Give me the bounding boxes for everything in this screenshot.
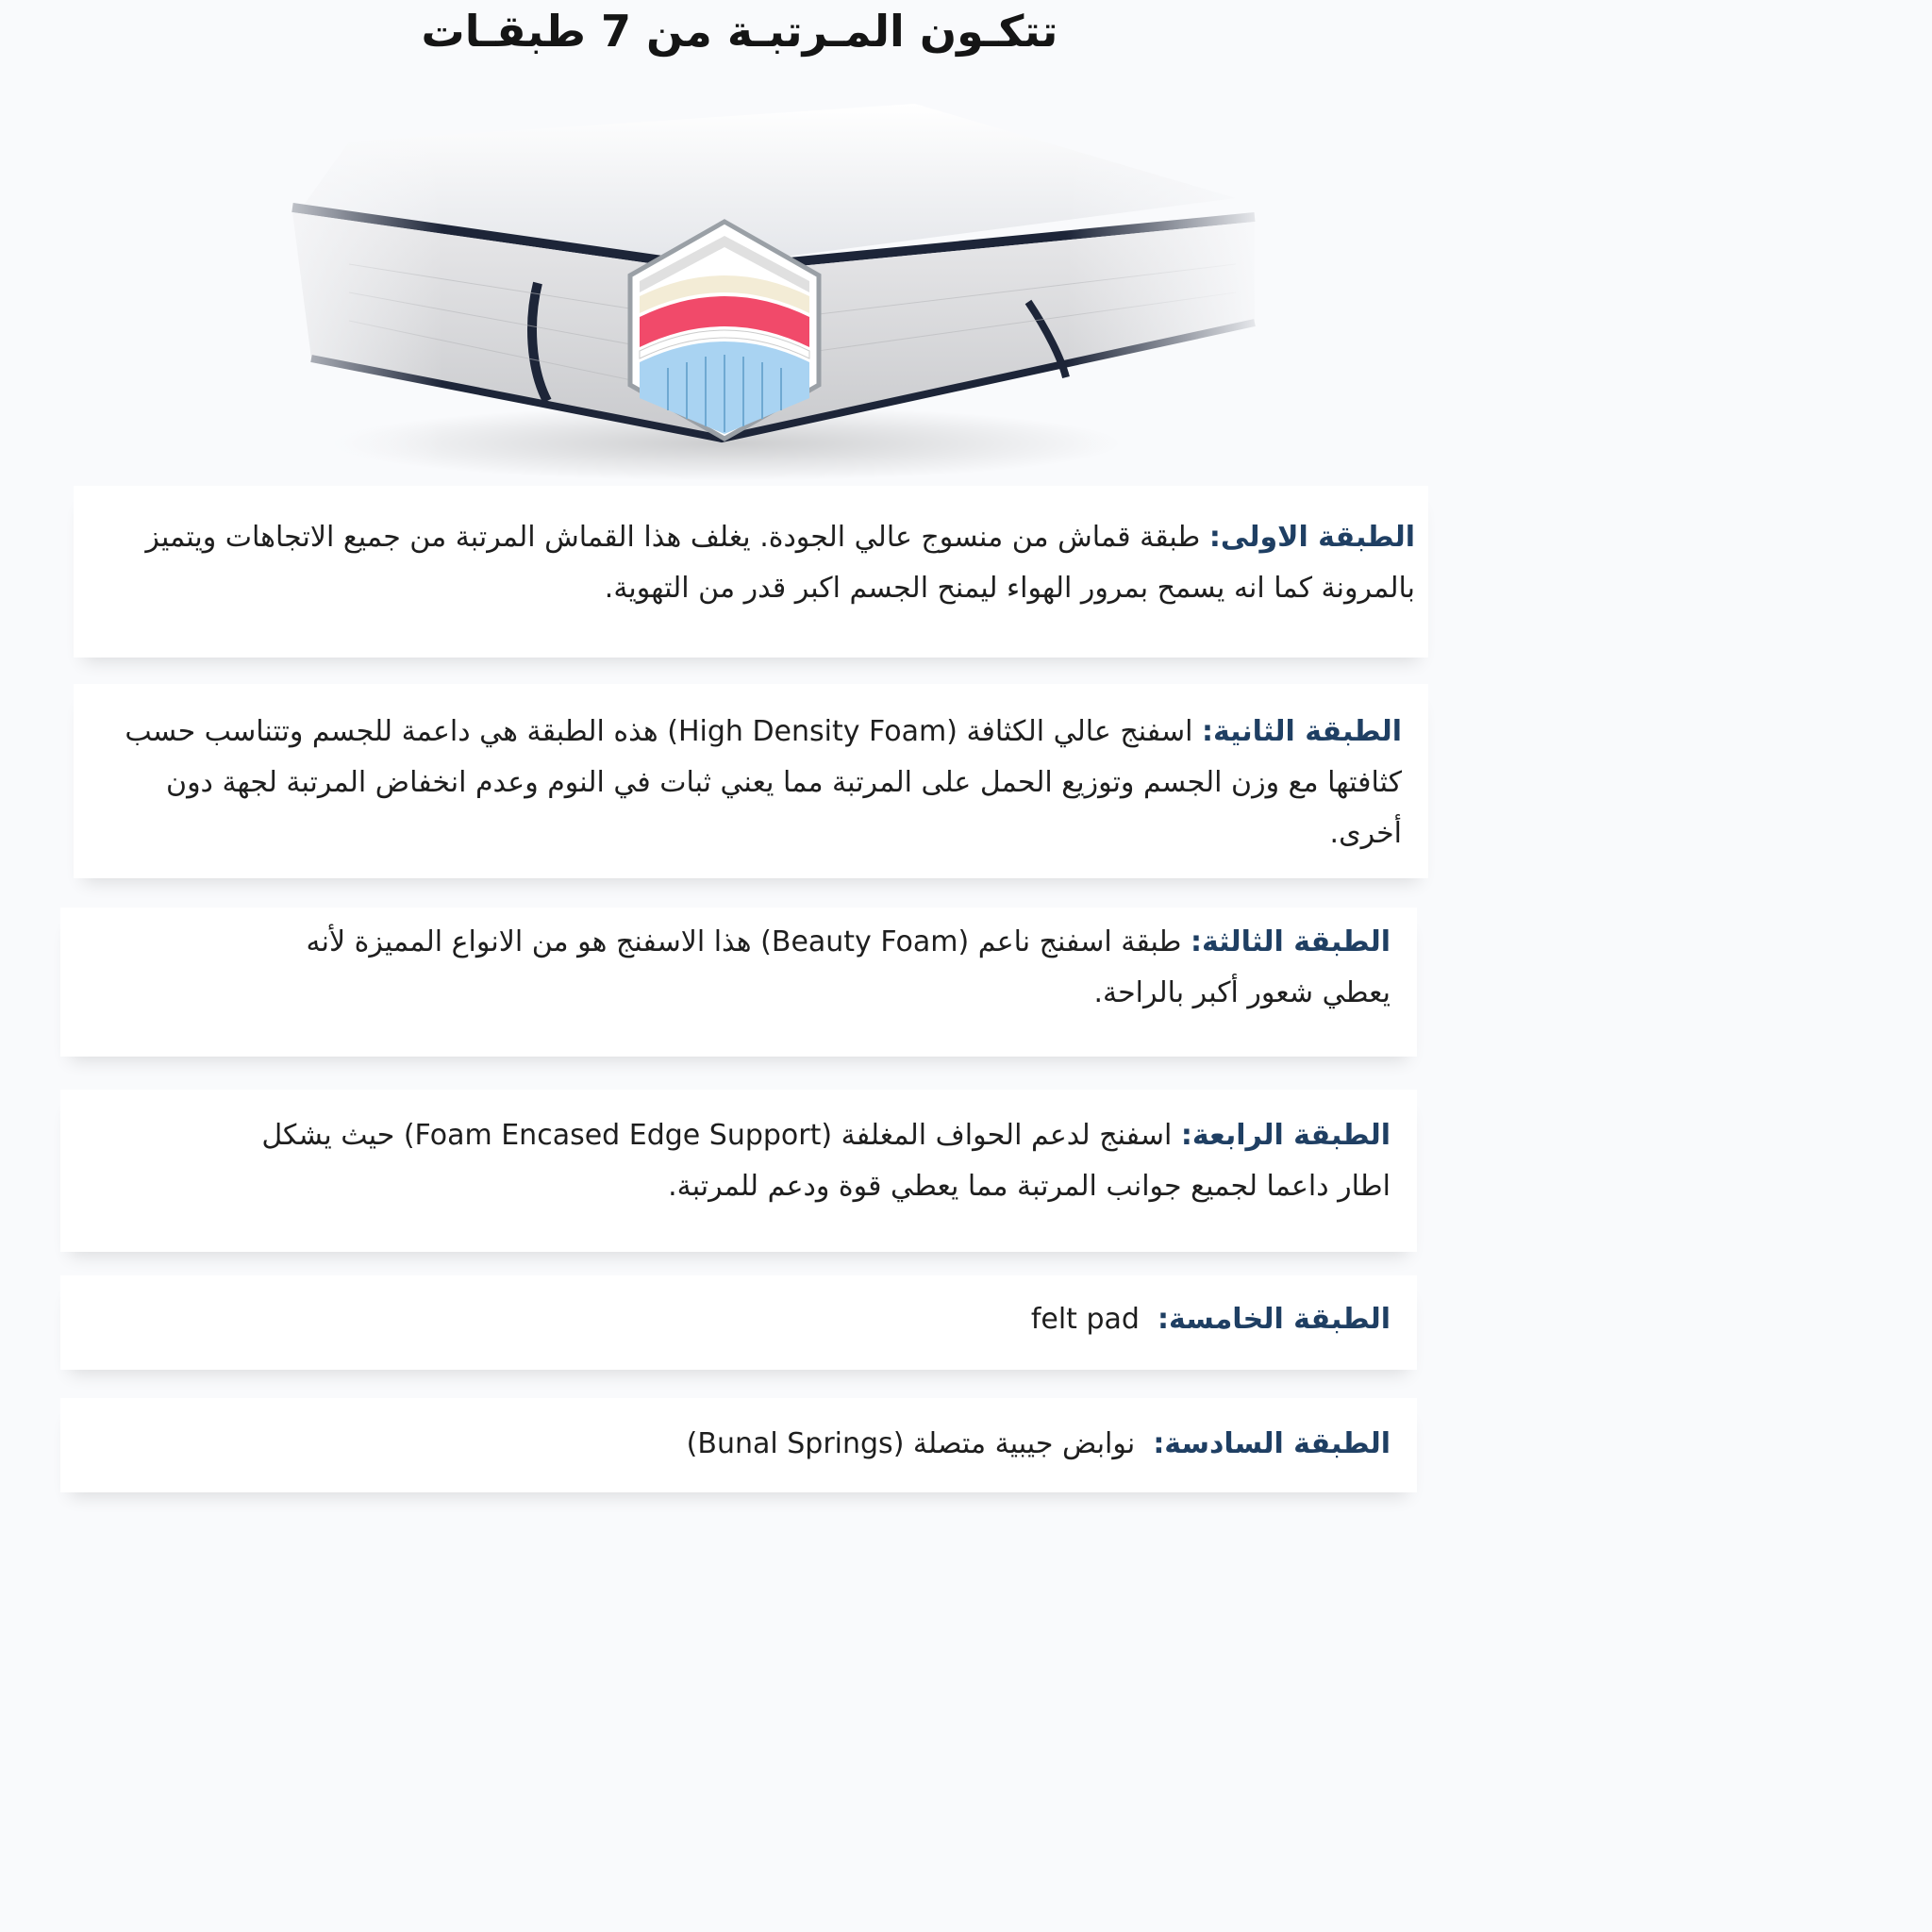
layer-label: الطبقة الثانية: — [1201, 715, 1402, 748]
layer-description: نوابض جيبية متصلة (Bunal Springs) — [686, 1427, 1136, 1460]
layer-description: طبقة اسفنج ناعم (Beauty Foam) هذا الاسفنج هو من الانواع المميزة لأنه يعطي شعور أكبر بالراحة. — [306, 925, 1391, 1009]
layer-label: الطبقة الخامسة: — [1158, 1303, 1391, 1336]
layer-description: اسفنج عالي الكثافة (High Density Foam) هذه الطبقة هي داعمة للجسم وتتناسب حسب كثافتها مع وزن الجسم وتوزيع الحمل على المرتبة مما يعني ثبات في النوم وعدم انخفاض المرتبة لجهة دون أخرى. — [125, 715, 1402, 850]
layer-card-4 — [60, 1090, 1417, 1252]
layer-description: طبقة قماش من منسوج عالي الجودة. يغلف هذا القماش المرتبة من جميع الاتجاهات ويتميز بالمرونة كما انه يسمح بمرور الهواء ليمنح الجسم اكبر قدر من التهوية. — [145, 521, 1415, 605]
page-title: تتكـون المـرتبـة من 7 طبقـات — [421, 6, 1058, 57]
layer-card-1 — [74, 486, 1428, 658]
layer-card-3 — [60, 908, 1417, 1057]
layer-label: الطبقة الرابعة: — [1180, 1119, 1391, 1152]
layer-label: الطبقة الثالثة: — [1190, 925, 1391, 958]
mattress-image — [236, 75, 1274, 491]
layer-label: الطبقة الاولى: — [1208, 521, 1415, 554]
layer-description: اسفنج لدعم الحواف المغلفة (Foam Encased Edge Support) حيث يشكل اطار داعما لجميع جوانب المرتبة مما يعطي قوة ودعم للمرتبة. — [261, 1119, 1391, 1203]
layer-card-5 — [60, 1275, 1417, 1370]
layer-card-6 — [60, 1398, 1417, 1492]
layer-label: الطبقة السادسة: — [1153, 1427, 1391, 1460]
layer-card-2 — [74, 684, 1428, 878]
layer-description: felt pad — [1030, 1303, 1140, 1336]
